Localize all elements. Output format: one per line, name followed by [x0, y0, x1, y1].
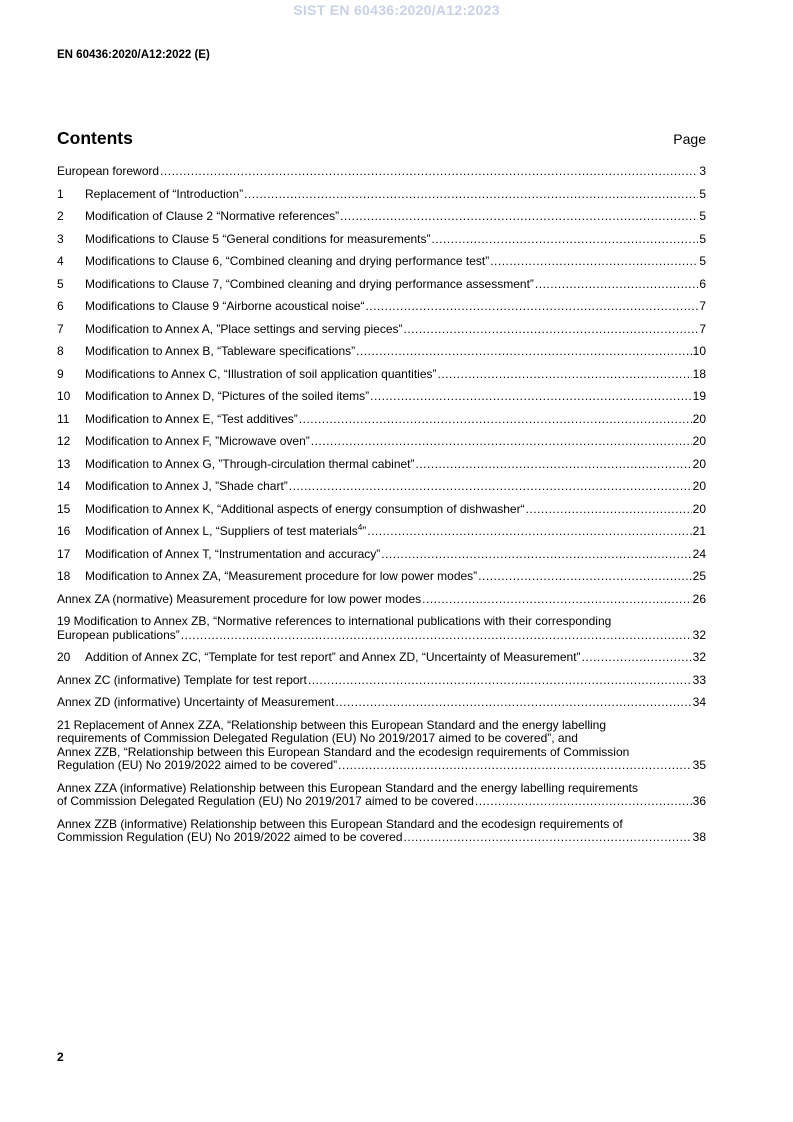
toc-entry-title: Modifications to Clause 5 “General conditions for measurements” [85, 231, 431, 246]
toc-entry-row [57, 233, 706, 247]
toc-entry-row [57, 390, 706, 404]
toc-entry-row [57, 278, 706, 292]
toc-entry-title-wrap [57, 188, 243, 202]
toc-entry-title: Commission Regulation (EU) No 2019/2022 aimed to be covered [57, 830, 403, 844]
toc-entry-title: Modifications to Clause 9 “Airborne acoustical noise“ [85, 299, 365, 313]
toc-entry-title: Modification to Annex F, ”Microwave oven” [85, 434, 310, 448]
toc-entry-number: 9 [57, 366, 64, 381]
toc-entry-number: 7 [57, 321, 64, 336]
toc-entry-title: of Commission Delegated Regulation (EU) No 2019/2017 aimed to be covered [57, 794, 474, 808]
toc-entry[interactable] [57, 818, 706, 845]
toc-entry-row [57, 413, 706, 427]
toc-entry-number: 6 [57, 299, 64, 313]
toc-entry-title: Modification to Annex B, “Tableware specifications” [85, 344, 356, 358]
toc-entry-number: 5 [57, 276, 64, 291]
toc-entry-title-wrap [57, 629, 180, 643]
toc-entry-page: 24 [692, 546, 706, 561]
page-column-label: Page [673, 131, 706, 147]
toc-entry-row [57, 188, 706, 202]
toc-entry-title-wrap [57, 548, 380, 562]
toc-entry[interactable] [57, 233, 706, 247]
toc-entry-title: Annex ZD (informative) Uncertainty of Measurement [57, 695, 335, 709]
dot-leader [370, 390, 692, 404]
toc-entry-title-wrap [57, 323, 403, 337]
toc-entry-row [57, 165, 706, 179]
dot-leader [478, 570, 691, 584]
toc-entry-number: 11 [57, 411, 70, 426]
toc-entry-row [57, 759, 706, 773]
toc-entry[interactable] [57, 782, 706, 809]
toc-entry-title-wrap [57, 480, 288, 494]
toc-entry-page: 19 [692, 389, 706, 403]
toc-entry-page: 18 [692, 366, 706, 381]
toc-entry-page: 5 [699, 231, 706, 246]
toc-entry[interactable] [57, 719, 706, 773]
toc-entry-title: Modification to Annex J, ”Shade chart” [85, 479, 288, 493]
toc-entry-title: Modification to Annex G, ”Through-circulation thermal cabinet” [85, 456, 415, 471]
toc-entry-page: 20 [692, 501, 706, 516]
toc-entry-title-wrap [57, 390, 369, 404]
toc-entry-title: Annex ZC (informative) Template for test report [57, 672, 307, 687]
toc-entry-row [57, 255, 706, 269]
dot-leader [438, 368, 692, 382]
dot-leader [365, 300, 698, 314]
toc-entry-title: European publications” [57, 627, 180, 642]
toc-entry-page: 38 [692, 830, 706, 844]
toc-entry-title-wrap [57, 345, 355, 359]
toc-entry[interactable] [57, 525, 706, 539]
toc-entry[interactable] [57, 651, 706, 665]
toc-entry-page: 5 [699, 254, 706, 268]
toc-entry-title: Annex ZA (normative) Measurement procedure for low power modes [57, 591, 422, 606]
toc-entry-line: 19 Modification to Annex ZB, “Normative references to international publications with their corresponding [57, 614, 612, 628]
toc-entry[interactable] [57, 458, 706, 472]
toc-entry-number: 17 [57, 546, 71, 561]
toc-entry[interactable] [57, 255, 706, 269]
toc-entry-number: 3 [57, 231, 64, 246]
toc-entry-page: 20 [692, 479, 706, 493]
toc-entry-title-wrap [57, 503, 525, 517]
toc-entry[interactable] [57, 435, 706, 449]
toc-entry[interactable] [57, 323, 706, 337]
watermark: SIST EN 60436:2020/A12:2023 [293, 2, 500, 18]
toc-entry-title-wrap [57, 674, 307, 688]
dot-leader [308, 674, 692, 688]
toc-entry[interactable] [57, 165, 706, 179]
toc-entry-title: Modification of Clause 2 “Normative references” [85, 209, 340, 223]
toc-entry-row [57, 300, 706, 314]
toc-entry-page: 34 [692, 695, 706, 709]
toc-entry[interactable] [57, 278, 706, 292]
toc-entry-row [57, 345, 706, 359]
toc-entry-title: Modifications to Annex C, “Illustration of soil application quantities” [85, 366, 437, 381]
toc-entry-number: 18 [57, 569, 71, 583]
dot-leader [289, 480, 692, 494]
toc-entry-row [57, 323, 706, 337]
toc-entry-row [57, 503, 706, 517]
toc-entry-title: Modifications to Clause 7, “Combined cleaning and drying performance assessment” [85, 276, 534, 291]
toc-entry[interactable] [57, 570, 706, 584]
toc-entry-number: 20 [57, 650, 71, 664]
toc-entry[interactable] [57, 674, 706, 688]
toc-entry-title: Modifications to Clause 6, “Combined cleaning and drying performance test” [85, 254, 490, 268]
dot-leader [404, 831, 692, 845]
toc-entry-page: 32 [692, 650, 706, 664]
toc-entry-page: 7 [699, 299, 706, 313]
dot-leader [356, 345, 692, 359]
toc-entry-title: Addition of Annex ZC, “Template for test report” and Annex ZD, “Uncertainty of Measurement” [85, 650, 581, 664]
dot-leader [311, 435, 692, 449]
dot-leader [299, 413, 692, 427]
toc-entry-page: 5 [699, 209, 706, 223]
toc-entry-title-wrap [57, 435, 310, 449]
dot-leader [416, 458, 692, 472]
toc-entry-row [57, 696, 706, 710]
toc-entry[interactable] [57, 413, 706, 427]
toc-entry[interactable] [57, 390, 706, 404]
toc-entry-title: Modification of Annex T, “Instrumentation and accuracy” [85, 546, 381, 561]
toc-entry[interactable] [57, 188, 706, 202]
toc-entry-number: 16 [57, 524, 71, 538]
toc-entry-row [57, 368, 706, 382]
dot-leader [244, 188, 698, 202]
toc-entry-title-end: ” [362, 524, 367, 538]
dot-leader [432, 233, 699, 247]
toc-entry-title-wrap [57, 759, 337, 773]
toc-entry-title: Modification of Annex L, “Suppliers of test materials [85, 524, 358, 538]
toc-entry-title-wrap [57, 795, 474, 809]
toc-entry-page: 32 [692, 627, 706, 642]
dot-leader [181, 629, 692, 643]
toc-entry-page: 33 [692, 672, 706, 687]
toc-entry[interactable] [57, 480, 706, 494]
toc-entry-page: 20 [692, 434, 706, 448]
toc-entry[interactable] [57, 345, 706, 359]
toc-entry-row [57, 629, 706, 643]
toc-entry-page: 25 [692, 569, 706, 583]
toc-entry-row [57, 795, 706, 809]
toc-entry-row [57, 570, 706, 584]
dot-leader [526, 503, 692, 517]
dot-leader [338, 759, 691, 773]
dot-leader [160, 165, 698, 179]
toc-entry-title-wrap [57, 233, 431, 247]
toc-entry-title-wrap [57, 368, 437, 382]
toc-entry-title: Modification to Annex ZA, “Measurement procedure for low power modes” [85, 569, 478, 583]
toc-entry-title-wrap [57, 570, 477, 584]
dot-leader [422, 593, 691, 607]
toc-entry-row [57, 674, 706, 688]
toc-entry-page: 3 [699, 164, 706, 178]
dot-leader [367, 525, 691, 539]
toc-entry-line: Annex ZZB, “Relationship between this European Standard and the ecodesign requirements of Commission [57, 744, 630, 759]
toc-entry-title-wrap [57, 458, 415, 472]
toc-entry-title-wrap [57, 413, 298, 427]
toc-entry-number: 12 [57, 434, 71, 448]
toc-entry-row [57, 210, 706, 224]
toc-entry-title-wrap [57, 255, 489, 269]
toc-entry-row [57, 548, 706, 562]
dot-leader [475, 795, 692, 809]
dot-leader [404, 323, 699, 337]
toc-entry-title-wrap [57, 210, 339, 224]
dot-leader [535, 278, 698, 292]
toc-entry-line: 21 Replacement of Annex ZZA, “Relationship between this European Standard and the energy labelling [57, 717, 607, 732]
toc-entry-title: Modification to Annex A, ”Place settings and serving pieces” [85, 321, 403, 336]
toc-entry-page: 35 [692, 758, 706, 772]
toc-entry[interactable] [57, 503, 706, 517]
toc-entry-page: 20 [692, 411, 706, 426]
toc-entry[interactable] [57, 548, 706, 562]
toc-entry-number: 10 [57, 389, 71, 403]
toc-entry[interactable] [57, 300, 706, 314]
toc-entry-title-wrap [57, 831, 403, 845]
toc-entry[interactable] [57, 696, 706, 710]
toc-entry-title: Modification to Annex D, “Pictures of the soiled items” [85, 389, 370, 403]
toc-entry-number: 8 [57, 344, 64, 358]
toc-entry-row [57, 831, 706, 845]
toc-entry[interactable] [57, 368, 706, 382]
toc-entry-page: 10 [692, 344, 706, 358]
toc-entry-title: Replacement of “Introduction” [85, 186, 244, 201]
toc-entry-page: 36 [692, 794, 706, 808]
toc-entry-title: Modification to Annex K, “Additional aspects of energy consumption of dishwasher“ [85, 501, 525, 516]
toc-entry-title-wrap [57, 300, 364, 314]
toc-entry-page: 21 [692, 524, 706, 538]
contents-title: Contents [57, 128, 133, 148]
toc-entry-line: Annex ZZB (informative) Relationship between this European Standard and the ecodesign requirements of [57, 816, 623, 831]
toc-entry-row [57, 651, 706, 665]
dot-leader [340, 210, 698, 224]
toc-entry-row [57, 458, 706, 472]
toc-entry-row [57, 480, 706, 494]
toc-entry-title-wrap [57, 165, 159, 179]
toc-entry-title: Regulation (EU) No 2019/2022 aimed to be covered” [57, 758, 338, 772]
toc-entry-number: 13 [57, 456, 71, 471]
footnote-marker: 4 [357, 523, 363, 532]
toc-entry-number: 4 [57, 254, 64, 268]
toc-entry-number: 15 [57, 501, 71, 516]
toc-entry[interactable] [57, 593, 706, 607]
toc-entry-row [57, 593, 706, 607]
toc-entry-row [57, 435, 706, 449]
document-id: EN 60436:2020/A12:2022 (E) [57, 49, 210, 61]
toc-entry-title: Modification to Annex E, “Test additives” [85, 411, 298, 426]
toc-entry-number: 2 [57, 209, 64, 223]
dot-leader [381, 548, 691, 562]
toc-entry-title-wrap [57, 593, 421, 607]
dot-leader [490, 255, 698, 269]
toc-entry-line: requirements of Commission Delegated Regulation (EU) No 2019/2017 aimed to be covered”, and [57, 731, 578, 745]
footer-page-number: 2 [57, 1050, 64, 1064]
toc-entry-line: Annex ZZA (informative) Relationship between this European Standard and the energy labelling requirements [57, 780, 639, 795]
toc-entry-title-wrap [57, 651, 581, 665]
toc-entry-title-wrap [57, 696, 334, 710]
toc-entry-title: European foreword [57, 164, 160, 178]
toc-entry-number: 14 [57, 479, 71, 493]
toc-entry-number: 1 [57, 186, 64, 201]
toc-entry[interactable] [57, 615, 706, 642]
toc-entry-row [57, 525, 706, 539]
dot-leader [335, 696, 691, 710]
toc-entry[interactable] [57, 210, 706, 224]
toc-entry-page: 5 [699, 186, 706, 201]
toc-entry-title-wrap [57, 525, 366, 539]
toc-entry-page: 26 [692, 591, 706, 606]
toc-entry-title-wrap [57, 278, 534, 292]
toc-entry-page: 20 [692, 456, 706, 471]
dot-leader [582, 651, 692, 665]
toc-entry-page: 6 [699, 276, 706, 291]
toc-entry-page: 7 [699, 321, 706, 336]
table-of-contents [57, 165, 706, 854]
